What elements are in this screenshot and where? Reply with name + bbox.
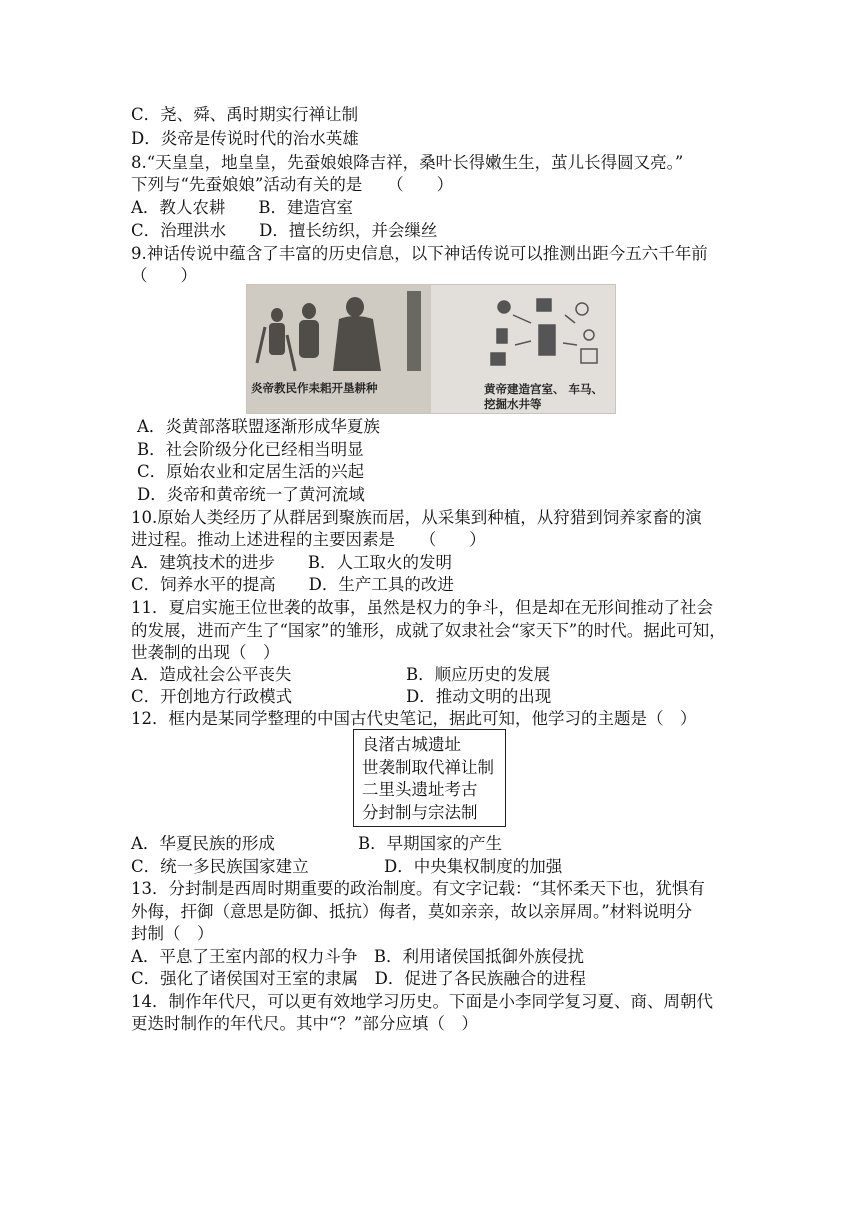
note-item: 良渚古城遗址	[362, 735, 461, 754]
q7-option-d: D．炎帝是传说时代的治水英雄	[131, 129, 359, 148]
figure-caption-huangdi: 黄帝建造宫室、 车马、 挖掘水井等	[484, 382, 604, 411]
q11-stem-line2: 的发展，进而产生了“国家”的雏形，成就了奴隶社会“家天下”的时代。据此可知，	[131, 621, 726, 640]
q7-option-c: C．尧、舜、禹时期实行禅让制	[131, 105, 359, 124]
q12-option-b: B．早期国家的产生	[358, 834, 503, 853]
q13-stem-line3: 封制（ ）	[131, 924, 214, 943]
q11-option-b: B．顺应历史的发展	[406, 665, 551, 684]
q9-stem-line2: （ ）	[131, 266, 197, 285]
q8-stem-line2: 下列与“先蚕娘娘”活动有关的是 （ ）	[131, 175, 454, 194]
q12-option-c: C．统一多民族国家建立	[131, 857, 309, 876]
q9-option-d: D．炎帝和黄帝统一了黄河流域	[137, 485, 365, 504]
q13-stem-line2: 外侮，扞御（意思是防御、抵抗）侮者，莫如亲亲，故以亲屏周。”材料说明分	[131, 902, 693, 921]
q10-stem-line2: 进过程。推动上述进程的主要因素是 （ ）	[131, 530, 486, 549]
q10-options-ab: A．建筑技术的进步 B．人工取火的发明	[131, 553, 453, 572]
q14-stem-line1: 14．制作年代尺，可以更有效地学习历史。下面是小李同学复习夏、商、周朝代	[131, 992, 713, 1011]
q11-stem-line1: 11．夏启实施王位世袭的故事，虽然是权力的争斗，但是却在无形间推动了社会	[131, 598, 713, 617]
q9-legend-figure	[246, 284, 616, 414]
note-item: 世袭制取代禅让制	[362, 757, 494, 777]
q12-option-d: D．中央集权制度的加强	[384, 857, 563, 876]
q11-option-a: A．造成社会公平丧失	[131, 665, 292, 684]
q8-options-cd: C．治理洪水 D．擅长纺织，并会缫丝	[131, 221, 438, 240]
q12-notes-box	[353, 729, 506, 827]
q11-option-d: D．推动文明的出现	[406, 687, 552, 706]
figure-caption-yandi: 炎帝教民作耒耜开垦耕种	[251, 381, 378, 395]
q9-option-c: C．原始农业和定居生活的兴起	[137, 462, 365, 481]
q12-option-a: A．华夏民族的形成	[131, 834, 275, 853]
q10-options-cd: C．饲养水平的提高 D．生产工具的改进	[131, 575, 454, 594]
q12-stem: 12．框内是某同学整理的中国古代史笔记，据此可知，他学习的主题是（ ）	[131, 709, 697, 728]
q8-options-ab: A．教人农耕 B．建造宫室	[131, 198, 354, 217]
q13-options-ab: A．平息了王室内部的权力斗争 B．利用诸侯国抵御外族侵扰	[131, 947, 585, 966]
q11-stem-line3: 世袭制的出现（ ）	[131, 643, 280, 662]
q14-stem-line2: 更迭时制作的年代尺。其中“？”部分应填（ ）	[131, 1014, 478, 1033]
q9-option-b: B．社会阶级分化已经相当明显	[137, 440, 364, 459]
q9-stem-line1: 9.神话传说中蕴含了丰富的历史信息，以下神话传说可以推测出距今五六千年前	[131, 244, 708, 263]
q13-options-cd: C．强化了诸侯国对王室的隶属 D．促进了各民族融合的进程	[131, 969, 586, 988]
q11-option-c: C．开创地方行政模式	[131, 687, 293, 706]
note-item: 二里头遗址考古	[362, 780, 478, 799]
q8-stem-line1: 8.“天皇皇，地皇皇，先蚕娘娘降吉祥，桑叶长得嫩生生，茧儿长得圆又亮。”	[131, 153, 684, 172]
q9-option-a: A．炎黄部落联盟逐渐形成华夏族	[137, 417, 380, 436]
q13-stem-line1: 13．分封制是西周时期重要的政治制度。有文字记载：“其怀柔天下也，犹惧有	[131, 879, 705, 898]
q10-stem-line1: 10.原始人类经历了从群居到聚族而居，从采集到种植，从狩猎到饲养家畜的演	[131, 508, 702, 527]
note-item: 分封制与宗法制	[362, 802, 478, 822]
